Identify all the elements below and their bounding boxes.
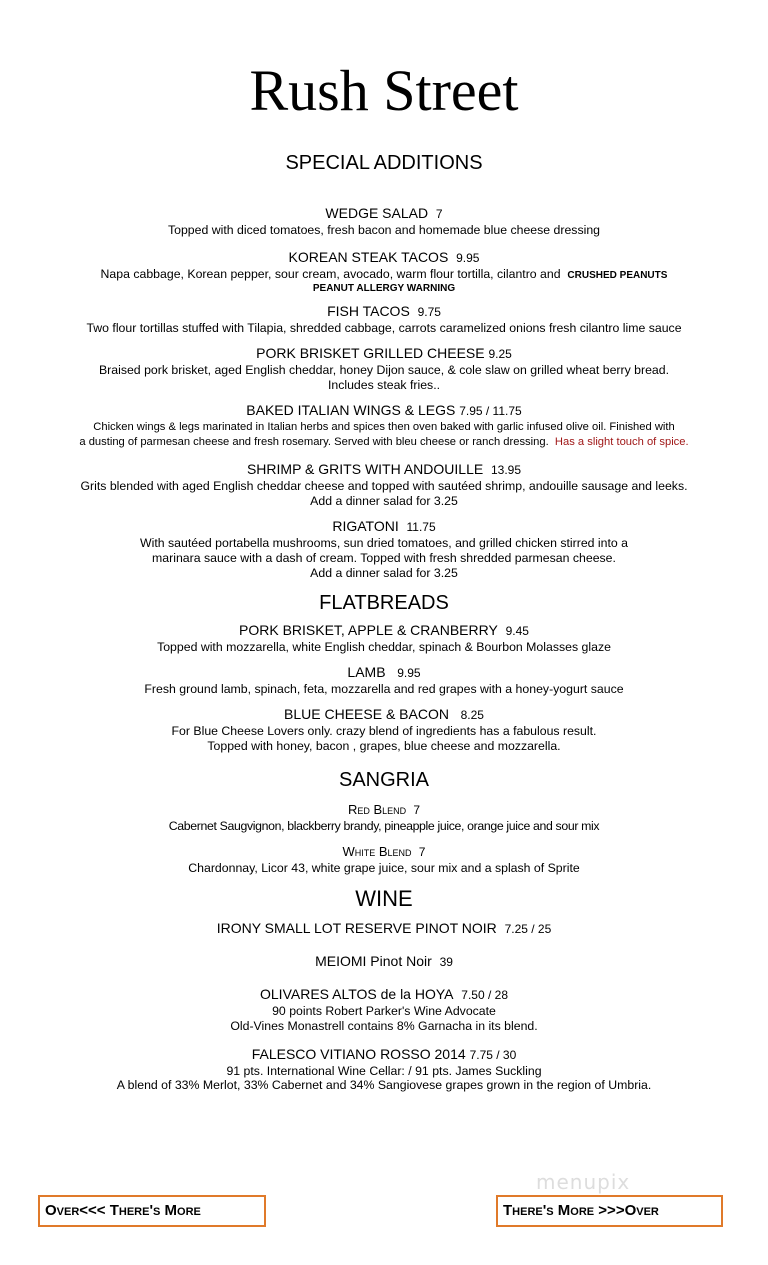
item-name: FALESCO VITIANO ROSSO 2014: [251, 1046, 466, 1062]
item-price: 7.25 / 25: [504, 922, 552, 936]
item-price: 13.95: [490, 463, 522, 477]
item-description-line2: Includes steak fries..: [327, 378, 441, 392]
restaurant-title: Rush Street: [249, 58, 519, 123]
next-page-button[interactable]: There's More >>>Over: [496, 1195, 723, 1227]
item-description: Topped with diced tomatoes, fresh bacon and homemade blue cheese dressing: [167, 223, 601, 237]
item-description: For Blue Cheese Lovers only. crazy blend of ingredients has a fabulous result.: [171, 724, 597, 738]
menupix-watermark: menupix: [536, 1170, 631, 1194]
item-price: 7: [418, 845, 426, 859]
item-name: BAKED ITALIAN WINGS & LEGS: [246, 402, 456, 418]
item-name: LAMB: [347, 664, 386, 680]
item-price: 11.75: [406, 520, 436, 534]
menu-item-pork-apple-cranberry: [0, 622, 768, 655]
item-description: Two flour tortillas stuffed with Tilapia, shredded cabbage, carrots caramelized onions fresh cilantro lime sauce: [86, 321, 682, 335]
menu-item-white-blend: [0, 843, 768, 876]
item-price: 8.25: [460, 708, 484, 722]
menu-item-wedge-salad: [0, 205, 768, 238]
menu-item-korean-steak-tacos: [0, 249, 768, 295]
special-additions-heading: SPECIAL ADDITIONS: [285, 152, 483, 174]
wine-heading: WINE: [355, 886, 413, 911]
allergy-warning: PEANUT ALLERGY WARNING: [312, 283, 456, 294]
item-price: 7.75 / 30: [469, 1048, 517, 1062]
menu-item-baked-italian-wings: [0, 402, 768, 450]
item-description: Napa cabbage, Korean pepper, sour cream, avocado, warm flour tortilla, cilantro and: [100, 267, 561, 281]
flatbreads-heading: FLATBREADS: [319, 592, 449, 614]
menu-item-red-blend: [0, 801, 768, 834]
item-name: White Blend: [342, 844, 412, 859]
item-name: WEDGE SALAD: [325, 205, 429, 221]
item-description: 90 points Robert Parker's Wine Advocate: [272, 1004, 496, 1018]
item-price: 9.95: [397, 666, 421, 680]
item-price: 7.50 / 28: [461, 988, 508, 1002]
menu-item-falesco: [0, 1046, 768, 1092]
item-name: PORK BRISKET GRILLED CHEESE: [256, 345, 485, 361]
item-price: 7.95 / 11.75: [459, 404, 522, 418]
item-description: 91 pts. International Wine Cellar: / 91 pts. James Suckling: [226, 1064, 542, 1078]
item-description-line2: Topped with honey, bacon , grapes, blue cheese and mozzarella.: [207, 739, 561, 753]
item-name: FISH TACOS: [327, 303, 410, 319]
item-name: IRONY SMALL LOT RESERVE PINOT NOIR: [216, 920, 497, 936]
item-price: 7: [435, 207, 443, 221]
item-description: Braised pork brisket, aged English cheddar, honey Dijon sauce, & cole slaw on grilled wheat berry bread.: [98, 363, 670, 377]
menu-item-rigatoni: [0, 518, 768, 581]
item-price: 9.75: [417, 305, 441, 319]
item-price: 39: [439, 955, 453, 969]
item-description: Chicken wings & legs marinated in Italian herbs and spices then oven baked with garlic infused olive oil. Finished with: [93, 421, 675, 433]
item-name: RIGATONI: [332, 518, 399, 534]
item-description-line2: Old-Vines Monastrell contains 8% Garnacha in its blend.: [230, 1019, 538, 1033]
menu-item-irony-pinot: [0, 920, 768, 938]
item-name: MEIOMI Pinot Noir: [315, 953, 432, 969]
item-price: 9.95: [456, 251, 480, 265]
menu-item-lamb: [0, 664, 768, 697]
item-name: BLUE CHEESE & BACON: [284, 706, 449, 722]
item-description: Cabernet Saugvignon, blackberry brandy, pineapple juice, orange juice and sour mix: [168, 819, 600, 833]
menu-item-olivares: [0, 986, 768, 1034]
item-price: 9.45: [505, 624, 529, 638]
item-description-line2: a dusting of parmesan cheese and fresh rosemary. Served with bleu cheese or ranch dressing.: [79, 436, 549, 448]
item-description: Grits blended with aged English cheddar cheese and topped with sautéed shrimp, andouille sausage and leeks.: [80, 479, 688, 493]
item-description-line2: marinara sauce with a dash of cream. Topped with fresh shredded parmesan cheese.: [152, 551, 616, 565]
previous-page-button[interactable]: Over<<< There's More: [38, 1195, 266, 1227]
menu-item-fish-tacos: [0, 303, 768, 336]
item-name: SHRIMP & GRITS WITH ANDOUILLE: [246, 461, 484, 477]
item-addon: Add a dinner salad for 3.25: [310, 566, 458, 580]
item-name: KOREAN STEAK TACOS: [288, 249, 449, 265]
item-price: 9.25: [488, 347, 512, 361]
item-name: OLIVARES ALTOS de la HOYA: [260, 986, 454, 1002]
item-name: PORK BRISKET, APPLE & CRANBERRY: [239, 622, 498, 638]
item-description: Chardonnay, Licor 43, white grape juice, sour mix and a splash of Sprite: [188, 861, 580, 875]
item-description: Fresh ground lamb, spinach, feta, mozzarella and red grapes with a honey-yogurt sauce: [144, 682, 624, 696]
item-addon: Add a dinner salad for 3.25: [310, 494, 458, 508]
item-description: Topped with mozzarella, white English cheddar, spinach & Bourbon Molasses glaze: [157, 640, 611, 654]
item-price: 7: [413, 803, 421, 817]
menu-item-shrimp-and-grits: [0, 461, 768, 509]
menu-item-meiomi: [0, 953, 768, 971]
menu-item-blue-cheese-bacon: [0, 706, 768, 754]
item-name: Red Blend: [347, 802, 407, 817]
allergy-note: CRUSHED PEANUTS: [567, 270, 668, 281]
item-description-line2: A blend of 33% Merlot, 33% Cabernet and 34% Sangiovese grapes grown in the region of Umbria.: [116, 1078, 652, 1092]
spice-note: Has a slight touch of spice.: [554, 436, 689, 448]
sangria-heading: SANGRIA: [338, 769, 430, 791]
item-description: With sautéed portabella mushrooms, sun dried tomatoes, and grilled chicken stirred into a: [139, 536, 629, 550]
menu-item-pork-brisket-grilled-cheese: [0, 345, 768, 393]
